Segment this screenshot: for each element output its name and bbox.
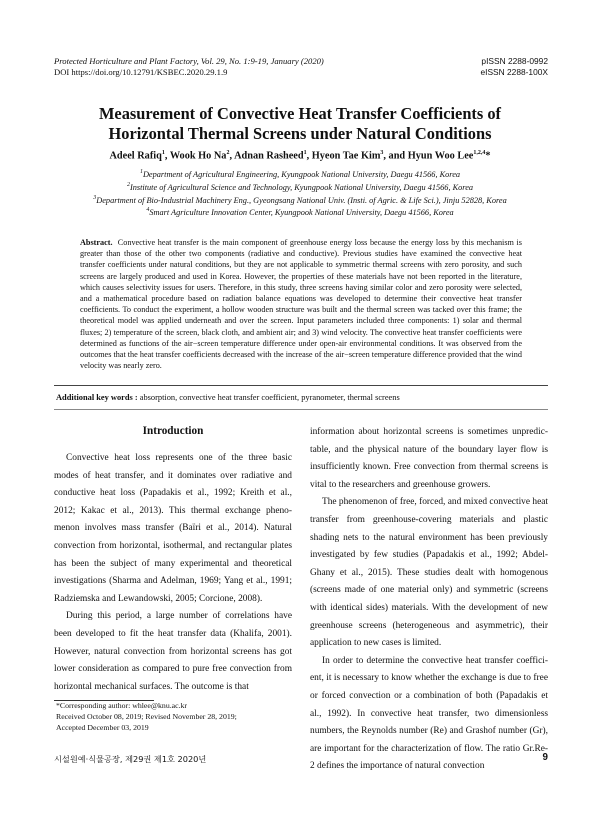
author-sup: 3 — [380, 150, 384, 156]
paragraph: information about horizontal screens is sometimes unpredic-table, and the physical nature of the boundary layer flow is insufficiently known. Free convection from thermal screens is vital to the researchers and greenhouse growers. — [310, 427, 548, 490]
corresponding-author: *Corresponding author: whlee@knu.ac.kr — [56, 701, 188, 710]
affiliations — [30, 167, 570, 218]
divider — [54, 409, 548, 410]
divider — [54, 385, 548, 386]
author-sup: 2 — [226, 150, 230, 156]
section-heading: Introduction — [142, 425, 204, 437]
pissn: pISSN 2288-0992 — [481, 56, 548, 66]
author-name: Hyeon Tae Kim — [311, 150, 381, 162]
keywords-text: absorption, convective heat transfer coefficient, pyranometer, thermal screens — [139, 393, 400, 402]
author-name: Hyun Woo Lee — [407, 150, 474, 162]
eissn: eISSN 2288-100X — [480, 67, 548, 77]
affiliation — [30, 167, 570, 180]
journal-citation: Protected Horticulture and Plant Factory, Vol. 29, No. 1:9-19, January (2020) — [54, 56, 324, 66]
aff-sup: 2 — [126, 181, 130, 188]
journal-header — [54, 56, 324, 78]
author-sup: 1 — [303, 150, 307, 156]
aff-sup: 4 — [146, 207, 150, 214]
paragraph: In order to determine the convective heat transfer coeffici-ent, it is necessary to know whether the exchange is due to free or forced convection or a combination of both (Papadakis et al., 1992). In convective heat transfer, two dimensionless numbers, the Reynolds number (Re) and Grashof number (Gr), are important for the characterization of flow. The ratio Gr.Re-2 defines the importance of natural convection — [310, 655, 548, 772]
author-name: Adnan Rasheed — [234, 150, 304, 162]
affiliation — [30, 193, 570, 206]
title-line-1: Measurement of Convective Heat Transfer Coefficients of — [98, 104, 502, 123]
right-column — [310, 424, 548, 776]
aff-sup: 1 — [139, 169, 143, 175]
affiliation — [30, 205, 570, 218]
aff-text: Department of Agricultural Engineering, Kyungpook National University, Daegu 41566, Korea — [142, 169, 461, 179]
paper-title — [40, 104, 560, 144]
aff-text: Institute of Agricultural Science and Technology, Kyungpook National University, Daegu 41566, Korea — [129, 182, 474, 192]
abstract-label: Abstract. — [80, 238, 113, 247]
author-sup: 1,2,4 — [473, 150, 486, 156]
aff-text: Department of Bio-Industrial Machinery Eng., Gyeongsang National Univ. (Insti. of Agric. & Life Sci.), Jinju 52828, Korea — [96, 195, 507, 205]
corresponding-mark: * — [485, 150, 491, 162]
author-name: Wook Ho Na — [169, 150, 227, 162]
author-sup: 1 — [161, 150, 165, 156]
accepted-date: Accepted December 03, 2019 — [56, 723, 149, 732]
affiliation — [30, 180, 570, 193]
abstract — [80, 237, 522, 371]
title-line-2: Horizontal Thermal Screens under Natural Conditions — [108, 124, 492, 143]
footnote — [54, 700, 294, 733]
author-name: Adeel Rafiq — [109, 150, 162, 162]
paragraph: Convective heat loss represents one of the three basic modes of heat transfer, and it dominates over radiative and conductive heat loss (Papadakis et al., 1992; Kreith et al., 2012; Kakac et al., 2013). This thermal exchange pheno-menon involves mass transfer (Baïri et al., 2014). Natural convection from horizontal, isothermal, and rectangular plates has been the subject of many experimental and theoretical investigations (Sharma and Adelman, 1969; Yang et al., 1991; Radziemska and Lewandowski, 2005; Corcione, 2008). — [54, 453, 292, 604]
received-date: Received October 08, 2019; Revised November 28, 2019; — [56, 712, 237, 721]
keywords-label: Additional key words : — [56, 393, 138, 402]
abstract-text: Convective heat transfer is the main component of greenhouse energy loss because the energy loss by this mechanism is greater than those of the other two components (radiative and conductive). Previous studies have examined the convective heat transfer coefficients under natural conditions, but they are not applicable to symmetric thermal screens with zero porosity, and such screens are largely produced and used in Korea. However, the properties of these materials have not been reported in the literature, which causes selectivity issues for users. Therefore, in this study, three screens having similar color and zero porosity were selected, and a mathematical procedure based on radiation balance equations was developed to determine their convective heat transfer coefficients. To conduct the experiment, a hollow wooden structure was built and the thermal screen was tacked over this frame; the theoretical model was applied underneath and over the screen. Input parameters included three components: 1) solar and thermal fluxes; 2) temperature of the screen, black cloth, and ambient air; and 3) wind velocity. The convective heat transfer coefficients were determined as functions of the air−screen temperature difference under open-air environmental conditions. It was observed from the outcomes that the heat transfer coefficients decreased with the increase of the air−screen temperature difference provided that the wind velocity was nearly zero. — [80, 238, 522, 371]
journal-footer: 시설원예·식물공장, 제29권 제1호 2020년 — [54, 754, 207, 764]
keywords — [56, 393, 546, 402]
page-number: 9 — [542, 752, 548, 763]
doi-text: DOI https://doi.org/10.12791/KSBEC.2020.29.1.9 — [54, 67, 228, 77]
author-list: Adeel Rafiq$^1$, Wook Ho Na$^2$, Adnan Rasheed$^1$, Hyeon Tae Kim$^3$, and Hyun Woo Lee$^{1,2,4}$* — [109, 150, 491, 162]
aff-text: Smart Agriculture Innovation Center, Kyungpook National University, Daegu 41566, Korea — [149, 208, 454, 218]
paragraph: The phenomenon of free, forced, and mixed convective heat transfer from greenhouse-covering materials and plastic shading nets to the natural environment has been previously investigated by few studies (Papadakis et al., 1992; Abdel-Ghany et al., 2015). These studies dealt with homogenous (screens made of one material only) and symmetric (screens with identical sides) materials. With the development of new greenhouse screens (heterogeneous and asymmetric), their application to new cases is limited. — [310, 497, 548, 649]
paragraph: During this period, a large number of correlations have been developed to fit the heat transfer data (Khalifa, 2001). However, natural convection from horizontal screens has got lower consideration as compared to pure free convection from horizontal mechanical surfaces. The outcome is that — [54, 611, 292, 692]
left-column — [54, 450, 292, 696]
aff-sup: 3 — [93, 194, 97, 201]
issn-block — [480, 56, 548, 78]
